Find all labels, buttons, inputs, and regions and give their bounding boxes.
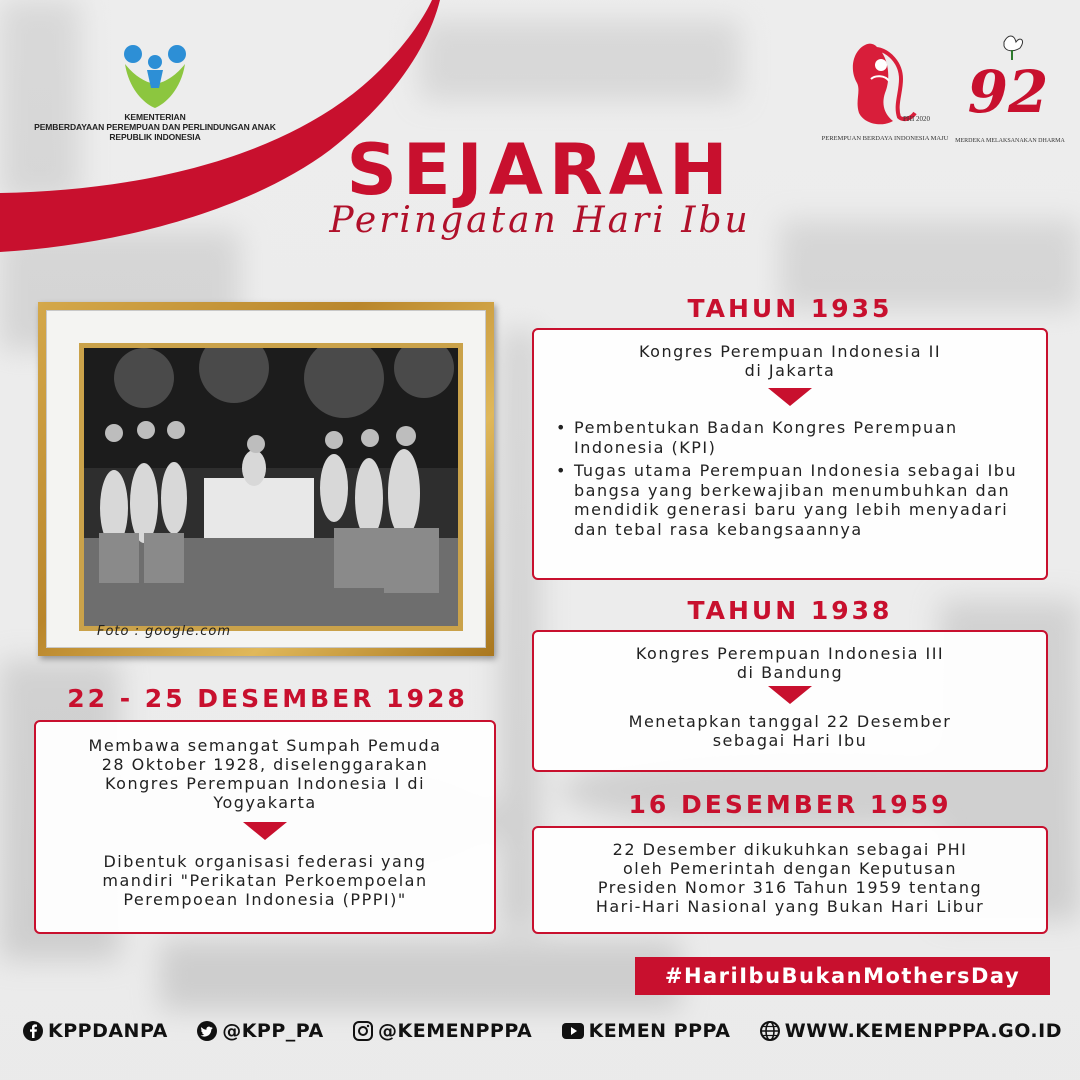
website-url: WWW.KEMENPPPA.GO.ID xyxy=(784,1020,1062,1042)
page-subtitle: Peringatan Hari Ibu xyxy=(329,200,751,241)
result-1928-line3: Perempoean Indonesia (PPPI)" xyxy=(123,890,407,909)
box-1935 xyxy=(532,328,1048,580)
down-arrow-icon xyxy=(243,822,287,840)
event-1938-line1: Kongres Perempuan Indonesia III xyxy=(635,644,945,663)
event-1928-line4: Yogyakarta xyxy=(213,793,317,812)
event-1928-line3: Kongres Perempuan Indonesia I di xyxy=(104,774,426,793)
ministry-logo xyxy=(20,40,290,142)
ministry-emblem-icon xyxy=(119,40,191,112)
phi-logo xyxy=(815,35,960,134)
historical-photo xyxy=(79,343,463,631)
text-1959-line3: Presiden Nomor 316 Tahun 1959 tentang xyxy=(597,878,983,897)
bullet-item: • Pembentukan Badan Kongres Perempuan Indonesia (KPI) xyxy=(556,418,1036,457)
photo-frame xyxy=(38,302,494,656)
ministry-line2: PEMBERDAYAAN PEREMPUAN DAN PERLINDUNGAN ANAK xyxy=(34,122,276,132)
instagram-link[interactable] xyxy=(352,1020,532,1042)
bullet-list-1935 xyxy=(534,418,1046,539)
number-92: 92 xyxy=(967,58,1049,126)
instagram-handle: @KEMENPPPA xyxy=(378,1020,533,1042)
anniversary-92-icon xyxy=(958,30,1058,135)
event-1935-line1: Kongres Perempuan Indonesia II xyxy=(638,342,942,361)
text-1959-line1: 22 Desember dikukuhkan sebagai PHI xyxy=(612,840,968,859)
social-footer xyxy=(22,1016,1062,1046)
event-1935-line2: di Jakarta xyxy=(744,361,836,380)
text-1959-line2: oleh Pemerintah dengan Keputusan xyxy=(623,859,957,878)
result-1928-line1: Dibentuk organisasi federasi yang xyxy=(103,852,427,871)
facebook-icon xyxy=(22,1020,44,1042)
congress-photo-image xyxy=(84,348,458,626)
phi-woman-silhouette-icon xyxy=(815,35,960,130)
anniversary-tagline: MERDEKA MELAKSANAKAN DHARMA xyxy=(955,138,1065,144)
box-1959 xyxy=(532,826,1048,934)
phi-badge: PHI 2020 xyxy=(903,115,931,123)
heading-1959: 16 DESEMBER 1959 xyxy=(628,790,952,819)
facebook-handle: KPPDANPA xyxy=(48,1020,168,1042)
heading-1935: TAHUN 1935 xyxy=(687,294,893,323)
result-1938-line2: sebagai Hari Ibu xyxy=(712,731,868,750)
youtube-handle: KEMEN PPPA xyxy=(588,1020,731,1042)
box-1938 xyxy=(532,630,1048,772)
hashtag-banner: #HariIbuBukanMothersDay xyxy=(635,957,1050,995)
photo-mat xyxy=(46,310,486,648)
phi-tagline: PEREMPUAN BERDAYA INDONESIA MAJU xyxy=(821,135,949,142)
globe-icon xyxy=(759,1020,781,1042)
event-1938-line2: di Bandung xyxy=(736,663,844,682)
text-1959-line4: Hari-Hari Nasional yang Bukan Hari Libur xyxy=(595,897,985,916)
event-1928-line2: 28 Oktober 1928, diselenggarakan xyxy=(101,755,429,774)
instagram-icon xyxy=(352,1020,374,1042)
photo-caption: Foto : google.com xyxy=(97,624,232,639)
youtube-icon xyxy=(561,1022,585,1040)
youtube-link[interactable] xyxy=(561,1020,731,1042)
facebook-link[interactable] xyxy=(22,1020,168,1042)
result-1938-line1: Menetapkan tanggal 22 Desember xyxy=(628,712,952,731)
twitter-icon xyxy=(196,1020,218,1042)
anniversary-92-logo xyxy=(958,30,1058,139)
heading-1928: 22 - 25 DESEMBER 1928 xyxy=(67,684,468,713)
heading-1938: TAHUN 1938 xyxy=(687,596,893,625)
down-arrow-icon xyxy=(768,388,812,406)
event-1928-line1: Membawa semangat Sumpah Pemuda xyxy=(88,736,442,755)
box-1928 xyxy=(34,720,496,934)
ministry-line3: REPUBLIK INDONESIA xyxy=(109,132,201,142)
result-1928-line2: mandiri "Perikatan Perkoempoelan xyxy=(102,871,428,890)
twitter-handle: @KPP_PA xyxy=(222,1020,324,1042)
page-title: SEJARAH xyxy=(346,129,734,211)
twitter-link[interactable] xyxy=(196,1020,323,1042)
ministry-line1: KEMENTERIAN xyxy=(124,112,186,122)
down-arrow-icon xyxy=(768,686,812,704)
bullet-item: • Tugas utama Perempuan Indonesia sebagai Ibu bangsa yang berkewajiban menumbuhkan dan mendidik generasi baru yang lebih menyadari dan tebal rasa kebangsaannya xyxy=(556,461,1036,539)
website-link[interactable] xyxy=(759,1020,1062,1042)
